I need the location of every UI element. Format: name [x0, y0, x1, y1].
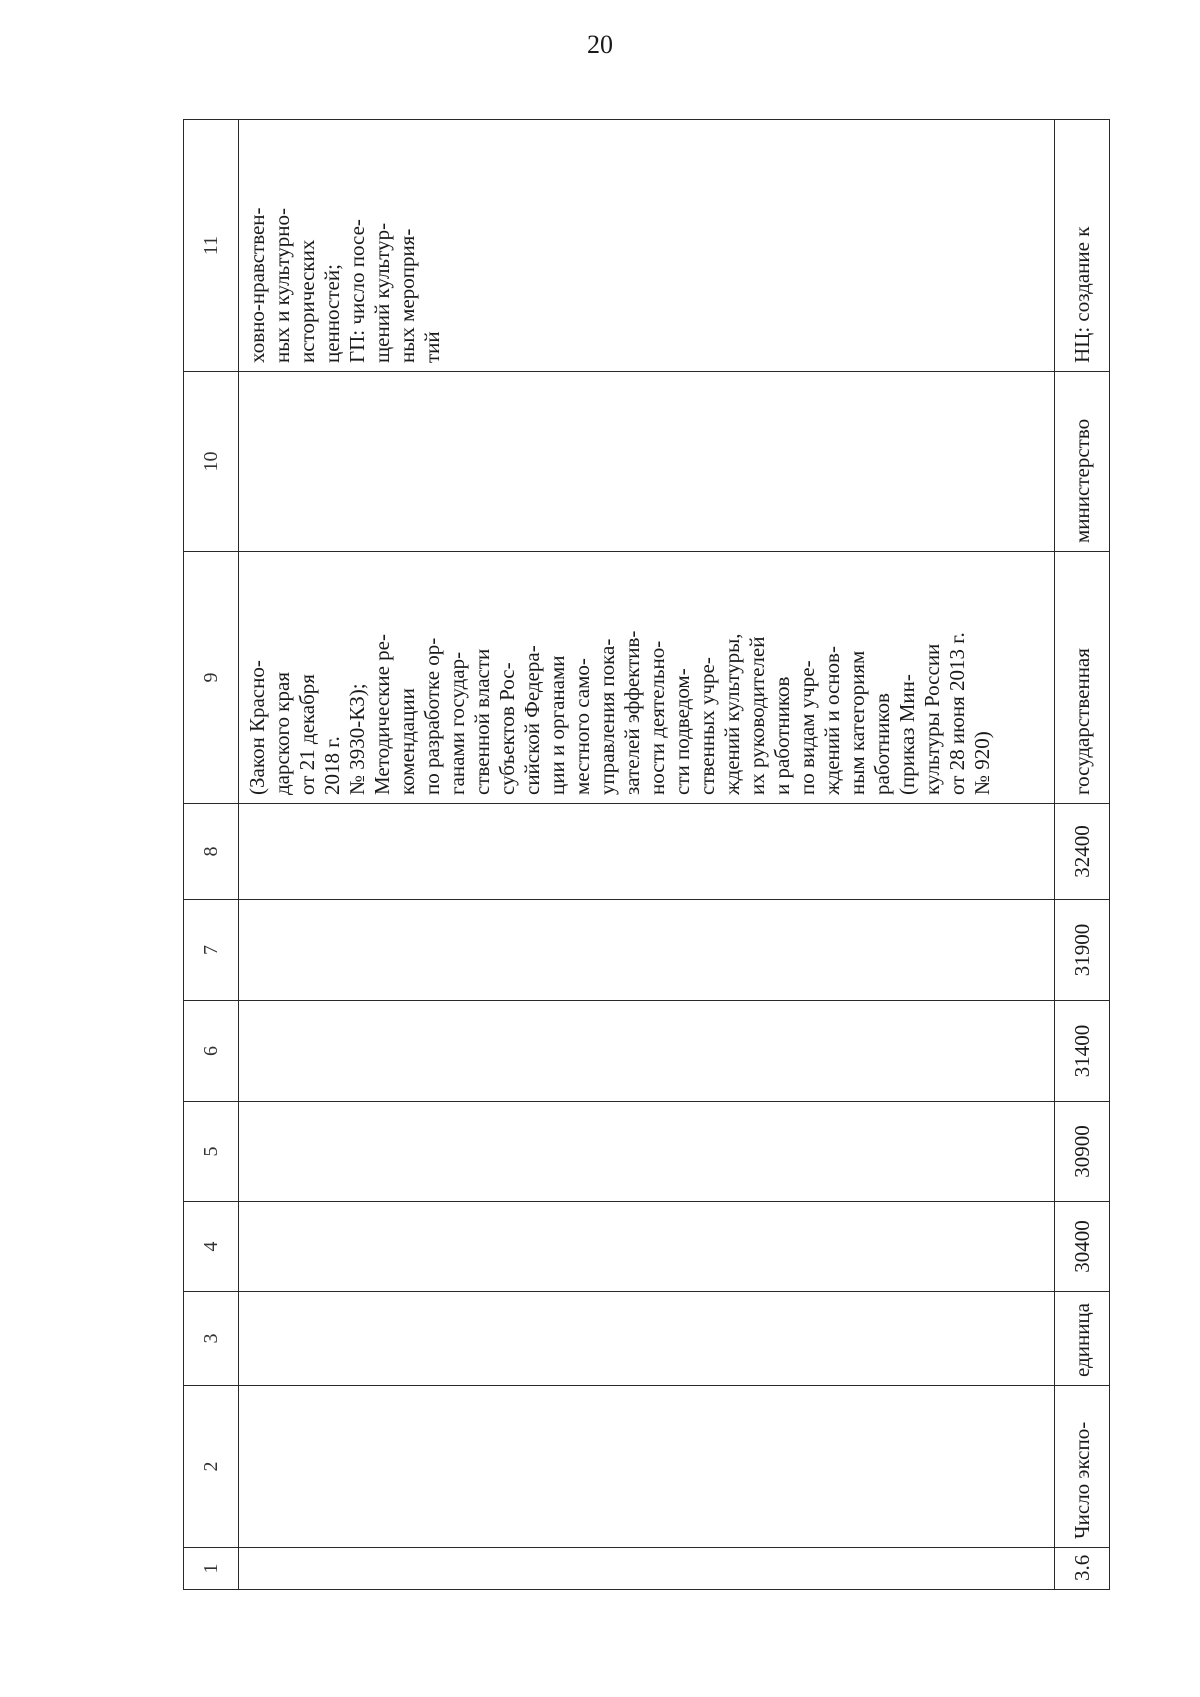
column-header-2: 2 [184, 1386, 239, 1548]
column-header-4: 4 [184, 1202, 239, 1292]
responsible-cell: министерство [1055, 372, 1110, 552]
relation-cell: ховно-нравствен- ных и культурно- исторических ценностей; ГП: число посе- щений культур- ных мероприя- тий [239, 120, 1055, 372]
value-cell-6: 31400 [1055, 1001, 1110, 1102]
table-cell [239, 804, 1055, 900]
unit-cell: единица [1055, 1292, 1110, 1386]
column-header-7: 7 [184, 900, 239, 1001]
continuation-row [239, 120, 1055, 1590]
table-cell [239, 1001, 1055, 1102]
table-row [1055, 120, 1110, 1590]
indicator-name-cell: Число экспо- [1055, 1386, 1110, 1548]
column-number-row [184, 120, 239, 1590]
column-header-11: 11 [184, 120, 239, 372]
table-cell [239, 1548, 1055, 1590]
table-cell [239, 1292, 1055, 1386]
indicator-type-cell: государственная [1055, 552, 1110, 804]
page-number: 20 [587, 30, 613, 59]
relation-cell: НЦ: создание к [1055, 120, 1110, 372]
column-header-8: 8 [184, 804, 239, 900]
row-number-cell: 3.6 [1055, 1548, 1110, 1590]
indicators-table [183, 119, 1110, 1590]
table-cell [239, 1102, 1055, 1202]
value-cell-5: 30900 [1055, 1102, 1110, 1202]
column-header-5: 5 [184, 1102, 239, 1202]
table-cell [239, 900, 1055, 1001]
column-header-9: 9 [184, 552, 239, 804]
rotated-table-container [183, 120, 1110, 1590]
value-cell-7: 31900 [1055, 900, 1110, 1001]
value-cell-8: 32400 [1055, 804, 1110, 900]
table-cell [239, 1386, 1055, 1548]
table-cell [239, 372, 1055, 552]
column-header-1: 1 [184, 1548, 239, 1590]
column-header-6: 6 [184, 1001, 239, 1102]
value-cell-4: 30400 [1055, 1202, 1110, 1292]
column-header-10: 10 [184, 372, 239, 552]
legal-basis-cell: (Закон Красно- дарского края от 21 декабря 2018 г. № 3930-КЗ); Методические ре- комендации по разработке ор- ганами государ- ственной власти субъектов Рос- сийской Федера- ции и органами местного само- управления пока- зателей эффектив- ности деятельно- сти подведом- ственных учре- ждений культуры, их руководителей и работников по видам учре- ждений и основ- ным категориям работников (приказ Мин- культуры России от 28 июня 2013 г. № 920) [239, 552, 1055, 804]
column-header-3: 3 [184, 1292, 239, 1386]
table-cell [239, 1202, 1055, 1292]
